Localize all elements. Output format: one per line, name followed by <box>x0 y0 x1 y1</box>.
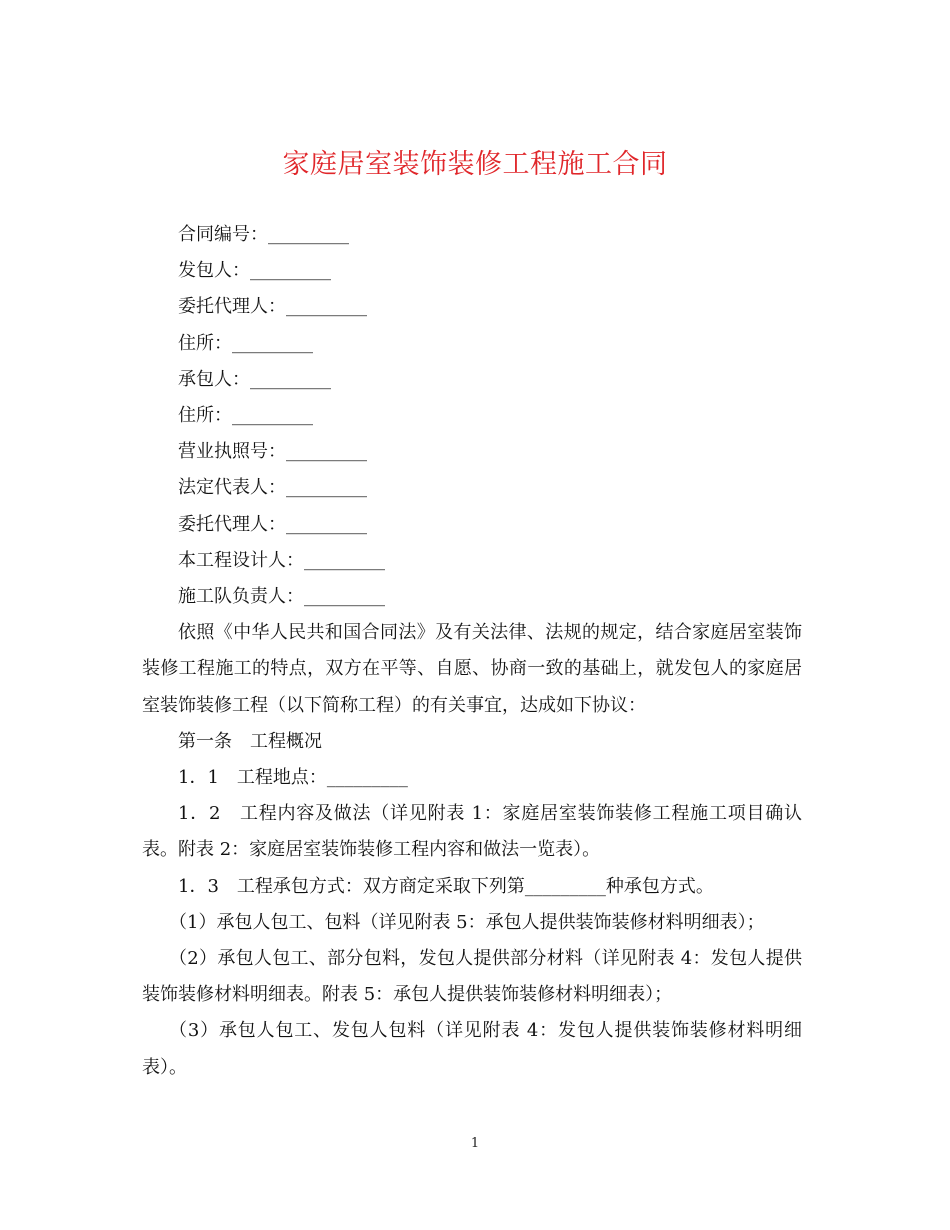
clause-1-2: 1．2 工程内容及做法（详见附表 1：家庭居室装饰装修工程施工项目确认表。附表 2：家庭居室装饰装修工程内容和做法一览表）。 <box>142 803 802 861</box>
header-fields <box>142 217 802 615</box>
field-client: 发包人：_________ <box>178 260 331 282</box>
field-contractor: 承包人：_________ <box>178 368 331 390</box>
option-2: （2）承包人包工、部分包料，发包人提供部分材料（详见附表 4：发包人提供装饰装修材料明细表。附表 5：承包人提供装饰装修材料明细表）； <box>142 948 802 1006</box>
field-client-address: 住所：_________ <box>178 332 313 354</box>
field-contractor-agent: 委托代理人：_________ <box>178 513 367 535</box>
option-3: （3）承包人包工、发包人包料（详见附表 4：发包人提供装饰装修材料明细表）。 <box>142 1020 802 1078</box>
page-number: 1 <box>470 1136 480 1151</box>
field-designer: 本工程设计人：_________ <box>178 549 385 571</box>
field-business-license: 营业执照号：_________ <box>178 441 367 463</box>
intro-paragraph: 依照《中华人民共和国合同法》及有关法律、法规的规定，结合家庭居室装饰装修工程施工的特点，双方在平等、自愿、协商一致的基础上，就发包人的家庭居室装饰装修工程（以下简称工程）的有关事宜，达成如下协议： <box>142 622 802 716</box>
article-heading: 第一条 工程概况 <box>178 730 322 752</box>
field-client-agent: 委托代理人：_________ <box>178 296 367 318</box>
document-body <box>142 217 802 1086</box>
field-contractor-address: 住所：_________ <box>178 405 313 427</box>
document-title: 家庭居室装饰装修工程施工合同 <box>282 149 668 180</box>
clause-1-1: 1．1 工程地点：_________ <box>178 767 408 789</box>
field-team-leader: 施工队负责人：_________ <box>178 586 385 608</box>
clause-1-3: 1．3 工程承包方式：双方商定采取下列第_________种承包方式。 <box>178 875 714 897</box>
field-legal-representative: 法定代表人：_________ <box>178 477 367 499</box>
field-contract-number: 合同编号：_________ <box>178 224 349 245</box>
option-1: （1）承包人包工、包料（详见附表 5：承包人提供装饰装修材料明细表）； <box>169 911 765 933</box>
